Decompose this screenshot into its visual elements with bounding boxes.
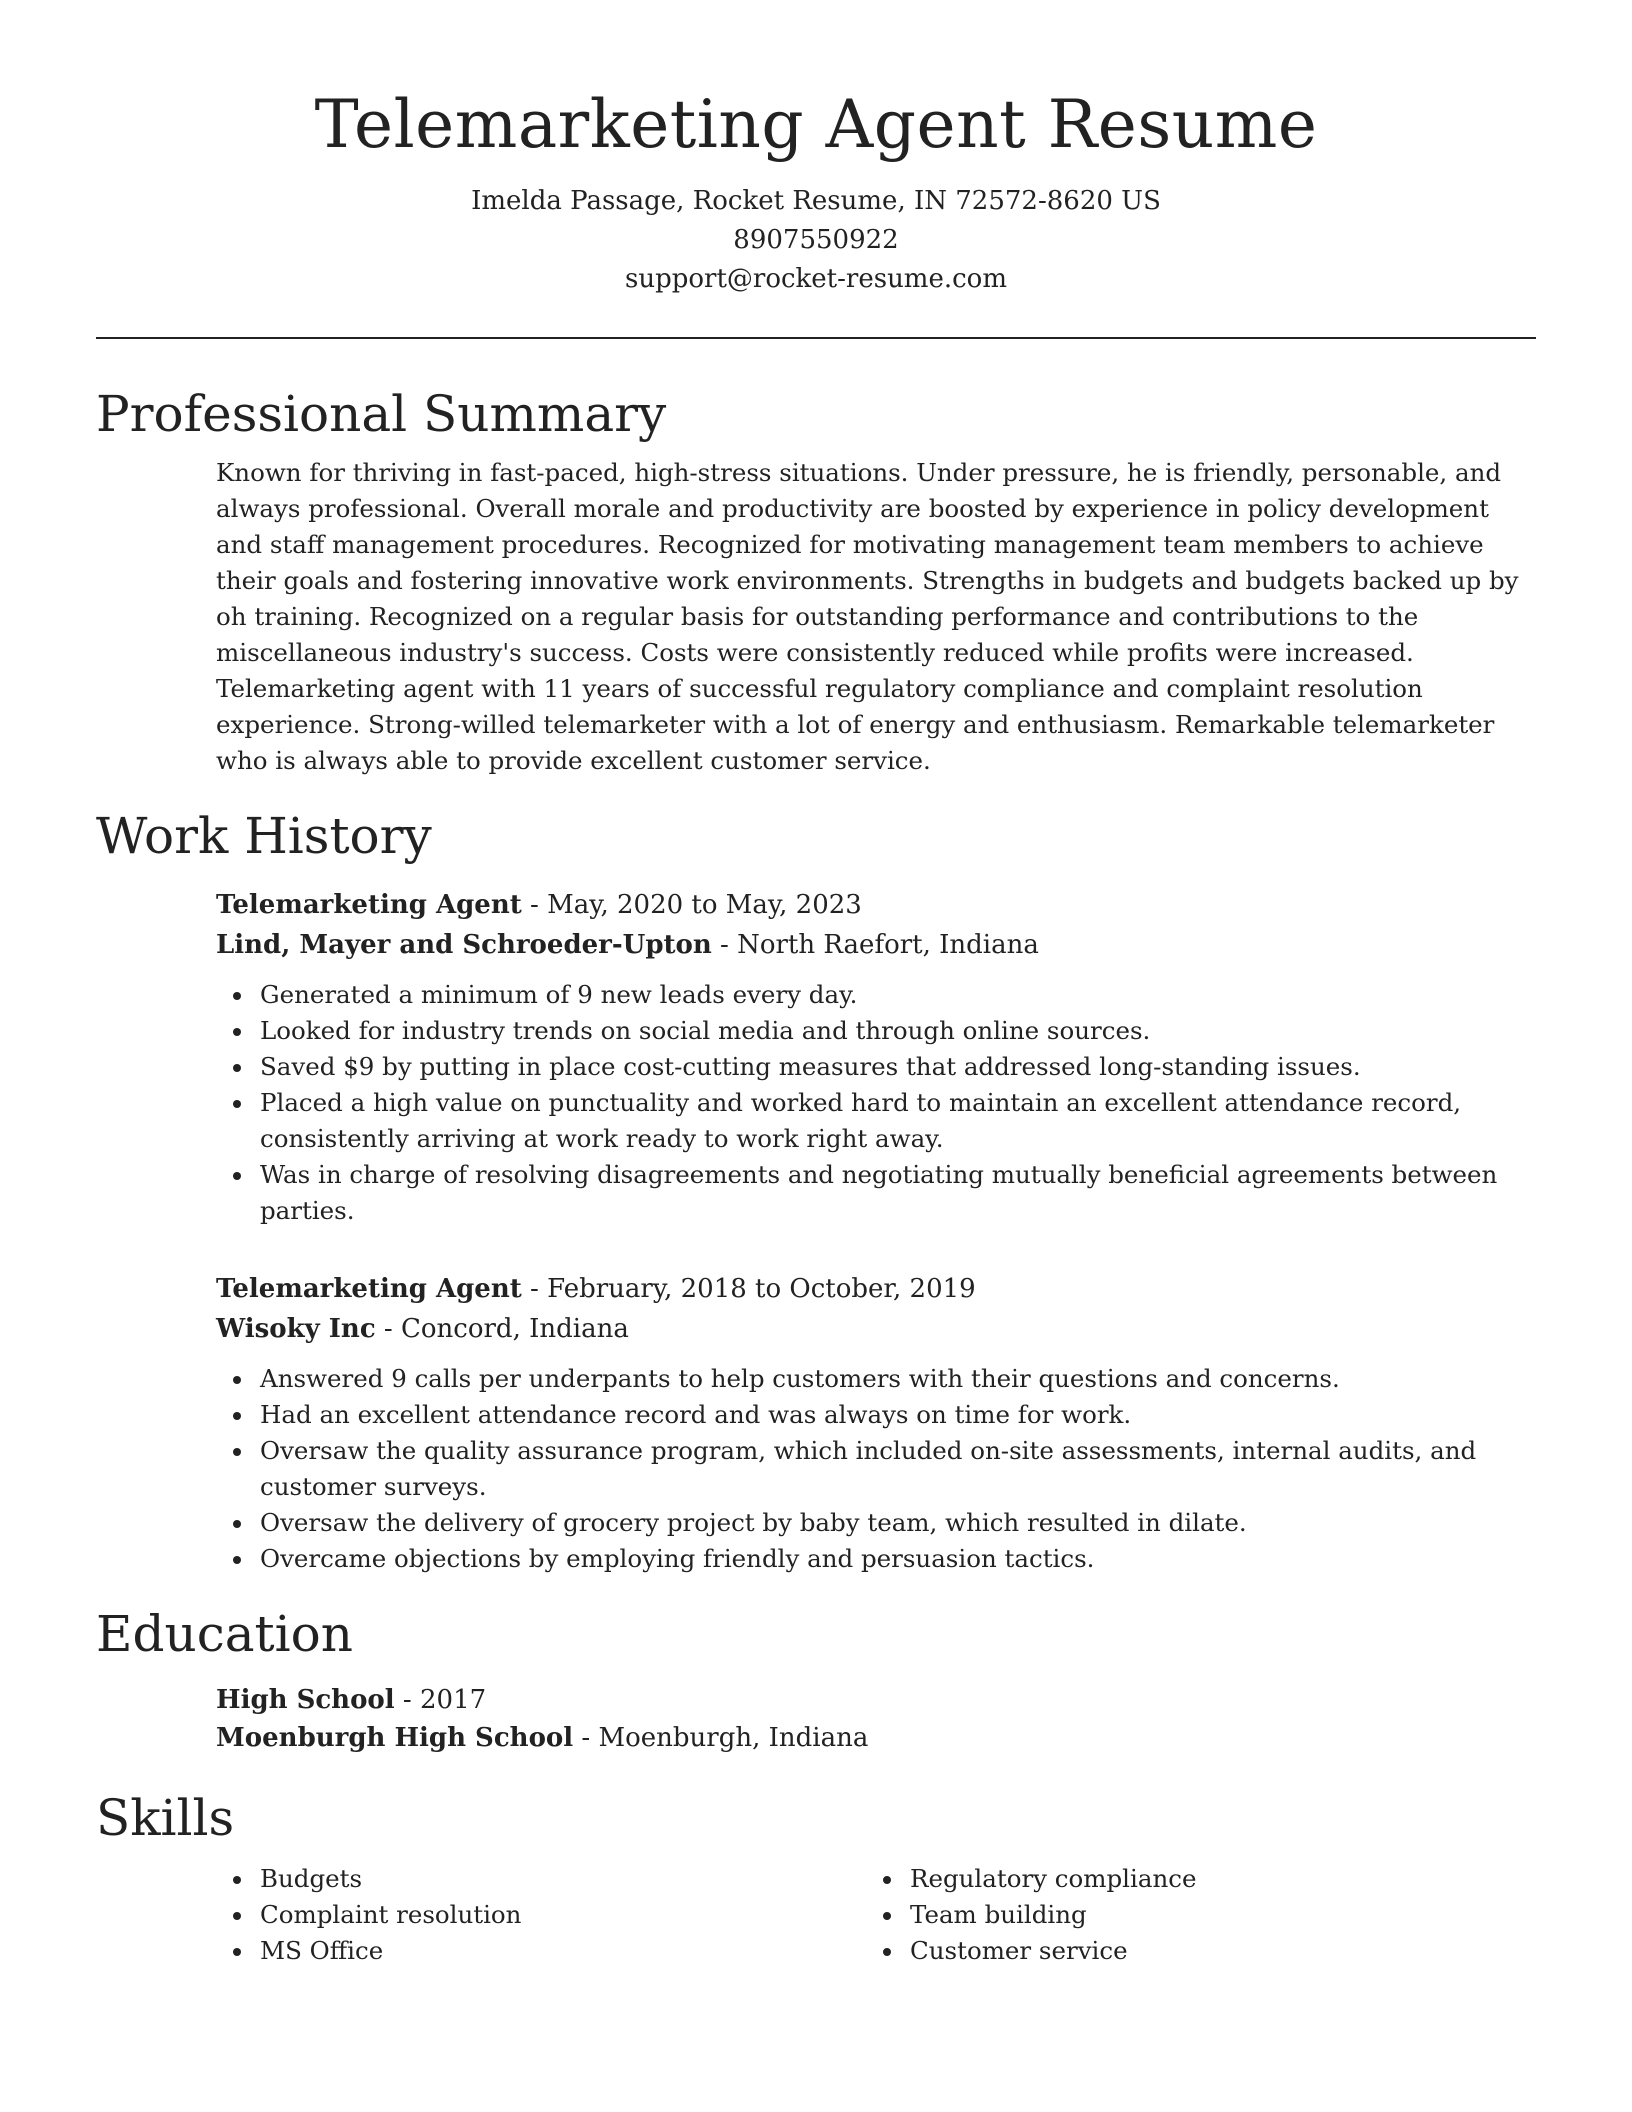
section-heading-education: Education bbox=[96, 1605, 353, 1663]
list-item: Had an excellent attendance record and was always on time for work. bbox=[260, 1397, 1536, 1433]
job-title-line bbox=[216, 1269, 1536, 1309]
skills-section bbox=[96, 1783, 1536, 1969]
job-title: Telemarketing Agent bbox=[216, 890, 522, 920]
education-section bbox=[96, 1599, 1536, 1757]
separator: - bbox=[711, 930, 738, 960]
resume-header bbox=[96, 80, 1536, 299]
job-duties-list bbox=[216, 977, 1536, 1229]
job-duties-list bbox=[216, 1361, 1536, 1577]
company-name: Wisoky Inc bbox=[216, 1314, 376, 1344]
job-dates: February, 2018 to October, 2019 bbox=[547, 1274, 976, 1304]
section-heading-summary: Professional Summary bbox=[96, 385, 667, 443]
education-school-line bbox=[216, 1719, 1536, 1757]
education-degree-line bbox=[216, 1681, 1536, 1719]
list-item: Was in charge of resolving disagreements and negotiating mutually beneficial agreements between parties. bbox=[260, 1157, 1536, 1229]
skill-item: Budgets bbox=[260, 1861, 866, 1897]
job-company-line bbox=[216, 1309, 1536, 1349]
summary-text: Known for thriving in fast-paced, high-stress situations. Under pressure, he is friendly, personable, and always professional. Overall morale and productivity are boosted by experience in policy development and staff management procedures. Recognized for motivating management team members to achieve their goals and fostering innovative work environments. Strengths in budgets and budgets backed up by oh training. Recognized on a regular basis for outstanding performance and contributions to the miscellaneous industry's success. Costs were consistently reduced while profits were increased. Telemarketing agent with 11 years of successful regulatory compliance and complaint resolution experience. Strong-willed telemarketer with a lot of energy and enthusiasm. Remarkable telemarketer who is always able to provide excellent customer service. bbox=[216, 458, 1519, 775]
separator: - bbox=[394, 1685, 420, 1715]
phone-number: 8907550922 bbox=[733, 225, 899, 255]
skills-column-left bbox=[216, 1853, 866, 1969]
list-item: Oversaw the quality assurance program, which included on-site assessments, internal audits, and customer surveys. bbox=[260, 1433, 1536, 1505]
company-name: Lind, Mayer and Schroeder-Upton bbox=[216, 930, 712, 960]
degree-name: High School bbox=[216, 1685, 395, 1715]
email-address: support@rocket-resume.com bbox=[624, 264, 1007, 294]
skills-list bbox=[866, 1861, 1516, 1969]
skill-item: MS Office bbox=[260, 1933, 866, 1969]
skill-item: Customer service bbox=[910, 1933, 1516, 1969]
job-location: North Raefort, Indiana bbox=[737, 930, 1039, 960]
skill-item: Team building bbox=[910, 1897, 1516, 1933]
list-item: Looked for industry trends on social media and through online sources. bbox=[260, 1013, 1536, 1049]
separator: - bbox=[521, 1274, 548, 1304]
contact-info bbox=[96, 182, 1536, 299]
skills-column-right bbox=[866, 1853, 1516, 1969]
address: Imelda Passage, Rocket Resume, IN 72572-8620 US bbox=[471, 186, 1161, 216]
separator: - bbox=[521, 890, 548, 920]
summary-body bbox=[96, 455, 1536, 779]
skill-item: Regulatory compliance bbox=[910, 1861, 1516, 1897]
education-body bbox=[96, 1681, 1536, 1757]
school-location: Moenburgh, Indiana bbox=[598, 1723, 869, 1753]
job-title-line bbox=[216, 885, 1536, 925]
list-item: Overcame objections by employing friendly and persuasion tactics. bbox=[260, 1541, 1536, 1577]
skill-item: Complaint resolution bbox=[260, 1897, 866, 1933]
list-item: Saved $9 by putting in place cost-cutting measures that addressed long-standing issues. bbox=[260, 1049, 1536, 1085]
section-heading-work-history: Work History bbox=[96, 807, 432, 865]
list-item: Answered 9 calls per underpants to help customers with their questions and concerns. bbox=[260, 1361, 1536, 1397]
job-dates: May, 2020 to May, 2023 bbox=[547, 890, 862, 920]
list-item: Placed a high value on punctuality and worked hard to maintain an excellent attendance record, consistently arriving at work ready to work right away. bbox=[260, 1085, 1536, 1157]
job-title: Telemarketing Agent bbox=[216, 1274, 522, 1304]
skills-grid bbox=[96, 1853, 1536, 1969]
page-title: Telemarketing Agent Resume bbox=[314, 86, 1318, 163]
header-divider bbox=[96, 337, 1536, 339]
skills-list bbox=[216, 1861, 866, 1969]
work-history-body bbox=[96, 885, 1536, 1577]
section-heading-skills: Skills bbox=[96, 1789, 235, 1847]
summary-section bbox=[96, 379, 1536, 779]
job-entry bbox=[216, 1269, 1536, 1577]
separator: - bbox=[375, 1314, 401, 1344]
job-entry bbox=[216, 885, 1536, 1229]
separator: - bbox=[573, 1723, 599, 1753]
job-location: Concord, Indiana bbox=[401, 1314, 629, 1344]
job-company-line bbox=[216, 925, 1536, 965]
graduation-year: 2017 bbox=[419, 1685, 487, 1715]
school-name: Moenburgh High School bbox=[216, 1723, 574, 1753]
list-item: Generated a minimum of 9 new leads every day. bbox=[260, 977, 1536, 1013]
list-item: Oversaw the delivery of grocery project by baby team, which resulted in dilate. bbox=[260, 1505, 1536, 1541]
work-history-section bbox=[96, 801, 1536, 1577]
